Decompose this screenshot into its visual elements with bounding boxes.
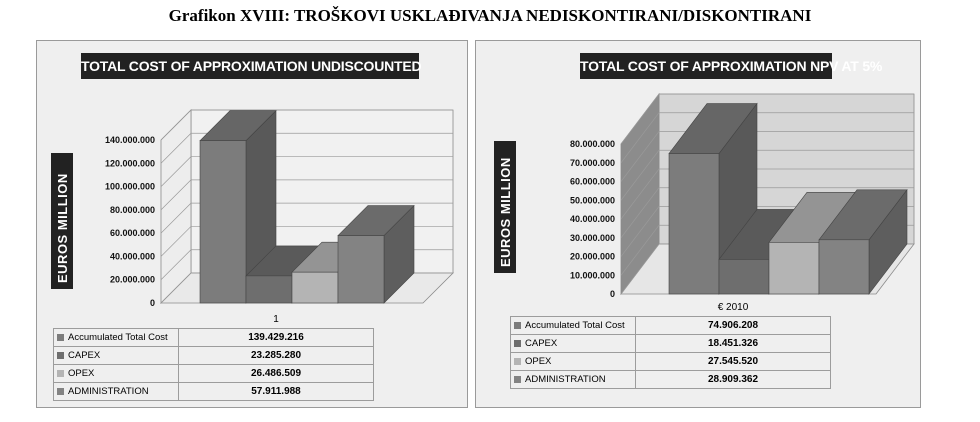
bar [246,276,292,303]
data-value: 139.429.216 [179,329,374,347]
legend-label: ADMINISTRATION [511,371,636,389]
table-header-row [511,299,831,317]
legend-label: Accumulated Total Cost [511,317,636,335]
bar [338,236,384,303]
table-row [511,335,831,353]
bar [819,240,869,294]
table-row [511,371,831,389]
y-tick-label: 10.000.000 [569,270,615,281]
data-table-undiscounted [53,311,374,401]
y-tick-label: 100.000.000 [104,181,155,192]
legend-label: Accumulated Total Cost [54,329,179,347]
legend-swatch [57,352,64,359]
data-value: 57.911.988 [179,383,374,401]
bar [292,272,338,303]
category-label: 1 [179,311,374,329]
table-row [511,317,831,335]
side-wall [161,110,191,303]
legend-swatch [514,322,521,329]
table-row [511,353,831,371]
legend-swatch [57,388,64,395]
table-row [54,347,374,365]
legend-label: CAPEX [511,335,636,353]
data-value: 26.486.509 [179,365,374,383]
legend-swatch [57,370,64,377]
y-tick-label: 120.000.000 [104,158,155,169]
legend-label: ADMINISTRATION [54,383,179,401]
bar [669,154,719,294]
y-tick-label: 60.000.000 [569,176,615,187]
y-tick-label: 80.000.000 [109,204,155,215]
chart-title-npv: TOTAL COST OF APPROXIMATION NPV AT 5% [580,53,832,79]
table-header-row [54,311,374,329]
y-tick-label: 60.000.000 [109,228,155,239]
data-value: 74.906.208 [636,317,831,335]
y-tick-label: 30.000.000 [569,232,615,243]
legend-label: OPEX [511,353,636,371]
data-value: 23.285.280 [179,347,374,365]
data-value: 28.909.362 [636,371,831,389]
y-tick-label: 0 [149,298,155,308]
y-axis-label: EUROS MILLION [498,157,513,267]
table-row [54,329,374,347]
y-tick-label: 70.000.000 [569,157,615,168]
legend-swatch [514,376,521,383]
y-tick-label: 140.000.000 [104,135,155,145]
chart-panel-undiscounted [36,40,468,408]
y-tick-label: 20.000.000 [109,274,155,285]
bar [719,259,769,294]
data-value: 27.545.520 [636,353,831,371]
y-axis-label: EUROS MILLION [55,173,70,283]
y-tick-label: 20.000.000 [569,251,615,262]
y-tick-label: 0 [609,289,615,299]
y-tick-label: 80.000.000 [569,139,615,149]
legend-label: CAPEX [54,347,179,365]
legend-label: OPEX [54,365,179,383]
y-tick-label: 40.000.000 [569,214,615,224]
bar [200,141,246,303]
y-tick-label: 40.000.000 [109,251,155,262]
legend-swatch [57,334,64,341]
table-row [54,383,374,401]
chart-title-undiscounted: TOTAL COST OF APPROXIMATION UNDISCOUNTED [81,53,419,79]
y-tick-label: 50.000.000 [569,195,615,206]
category-label: € 2010 [636,299,831,317]
chart-panel-npv [475,40,921,408]
legend-swatch [514,358,521,365]
data-value: 18.451.326 [636,335,831,353]
page-title: Grafikon XVIII: TROŠKOVI USKLAĐIVANJA NEDISKONTIRANI/DISKONTIRANI [168,6,812,25]
bar [769,242,819,294]
table-row [54,365,374,383]
data-table-npv [510,299,831,389]
legend-swatch [514,340,521,347]
